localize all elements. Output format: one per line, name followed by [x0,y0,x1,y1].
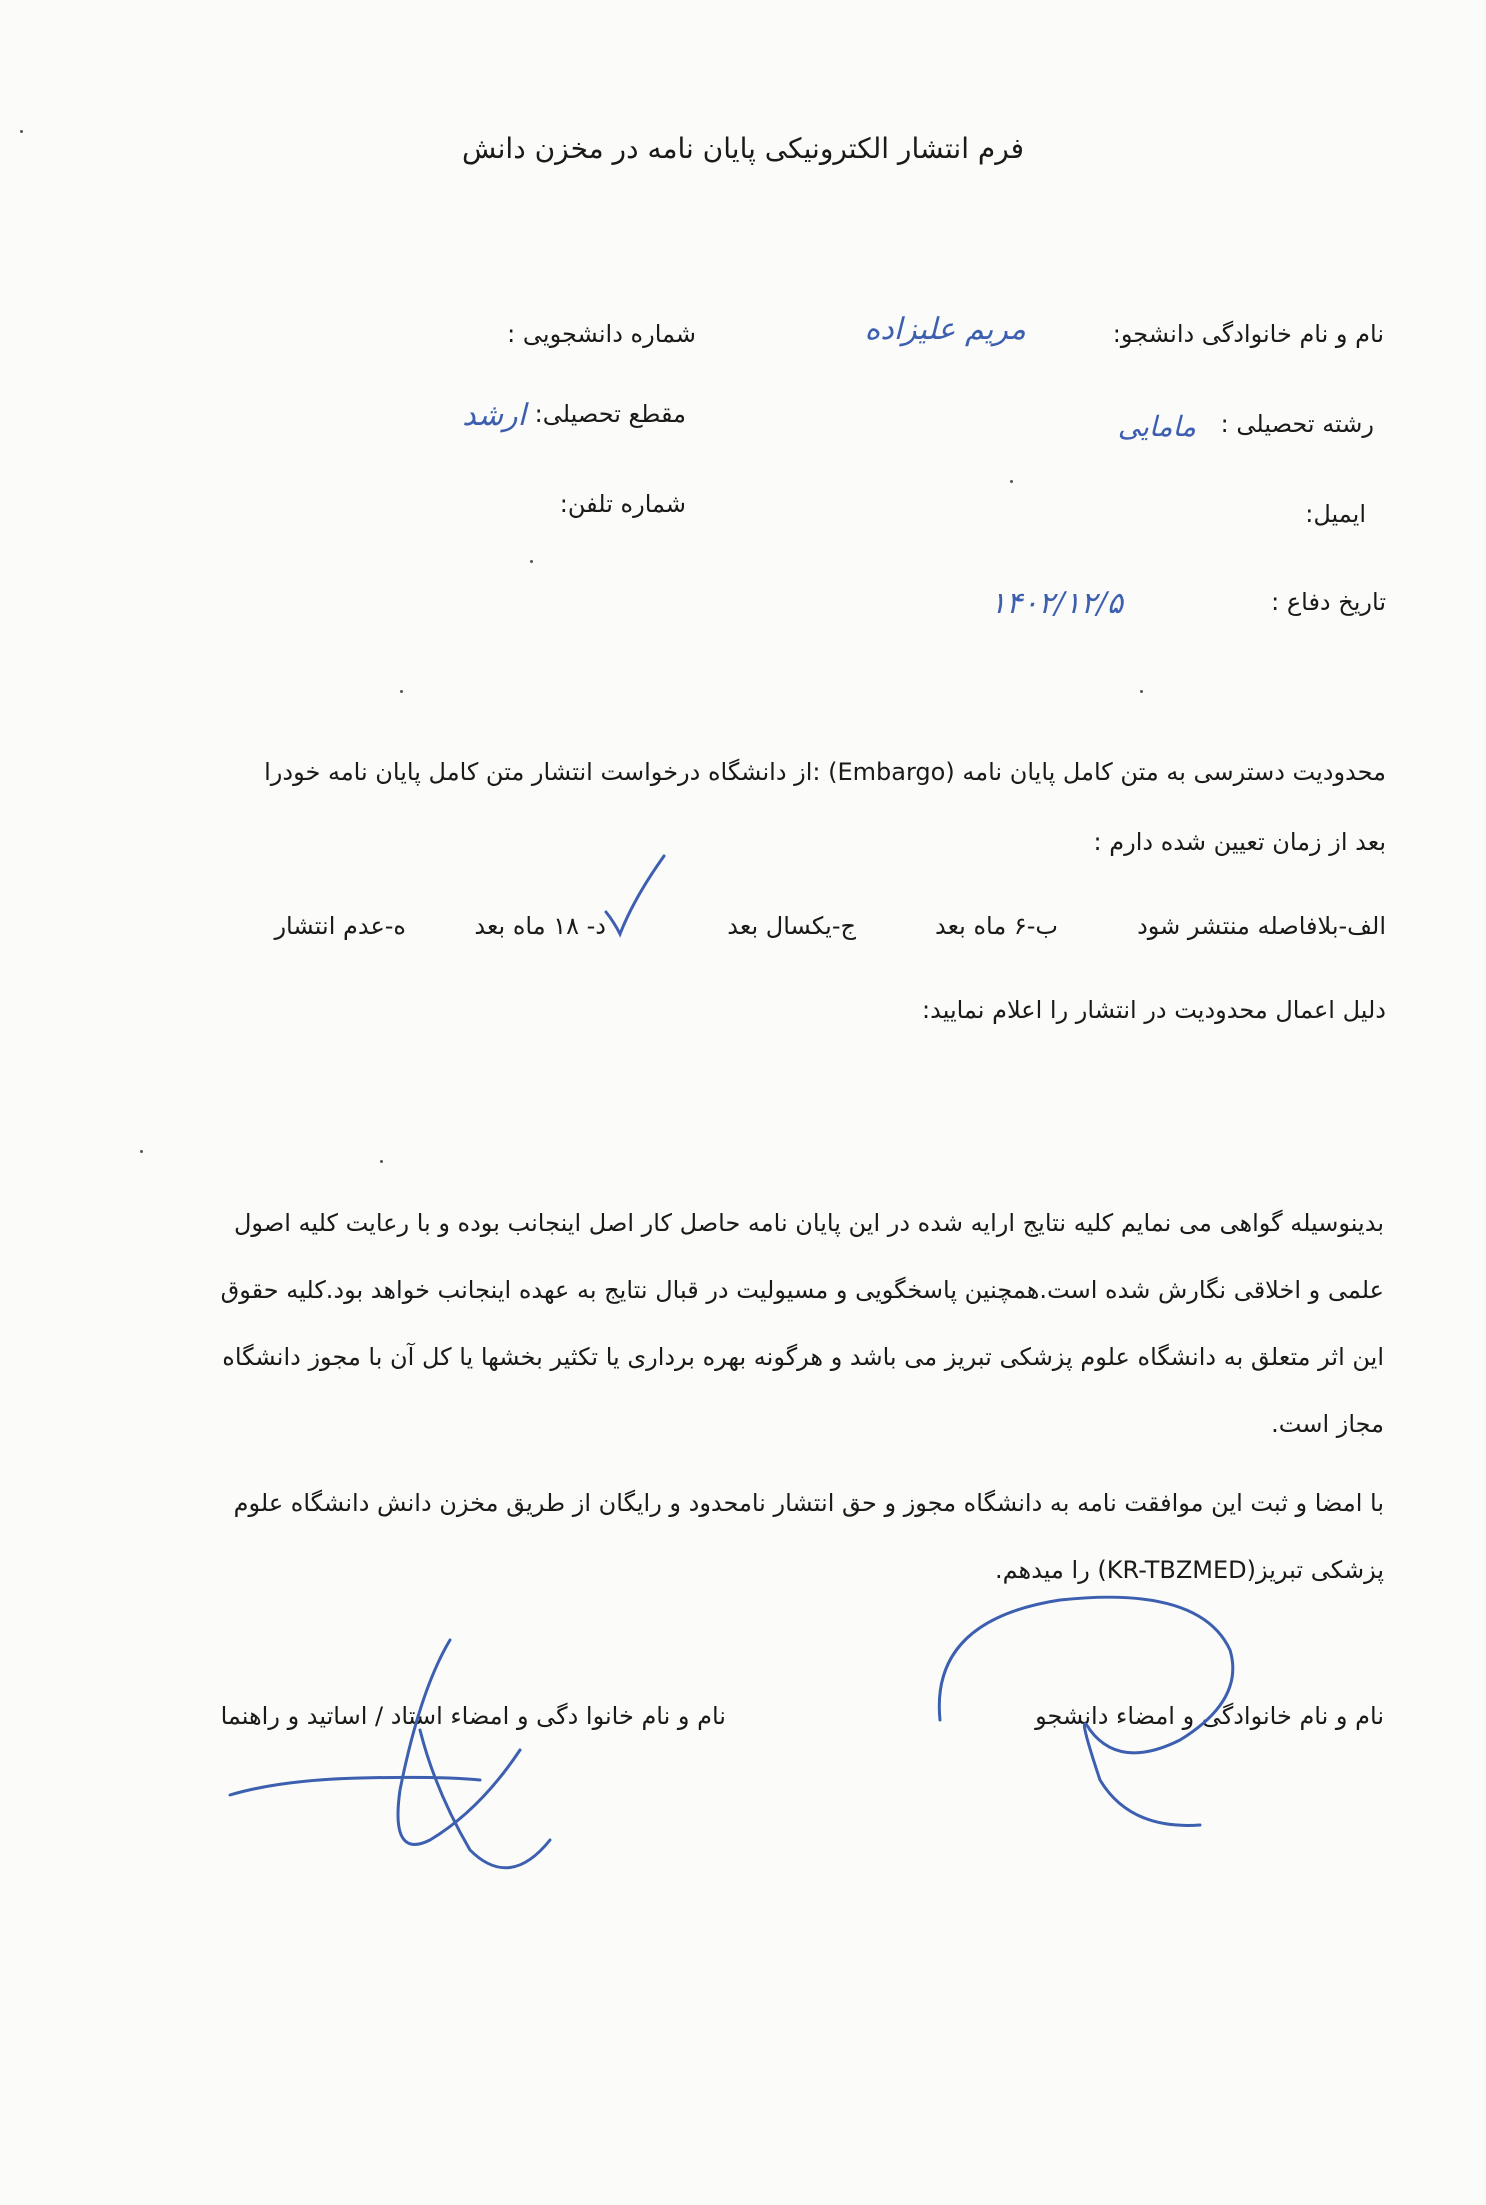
scan-speck [1140,690,1143,693]
supervisor-signature-scribble [220,1630,600,1900]
embargo-line-2: بعد از زمان تعیین شده دارم : [1093,828,1386,856]
declaration-line: علمی و اخلاقی نگارش شده است.همچنین پاسخگویی و مسیولیت در قبال نتایج به عهده اینجانب خواهد بود.کلیه حقوق [220,1276,1384,1304]
student-signature-label: نام و نام خانوادگی و امضاء دانشجو [1035,1702,1384,1730]
phone-label: شماره تلفن: [559,490,686,518]
scan-speck [1010,480,1013,483]
declaration-line: مجاز است. [1271,1410,1384,1438]
degree-label: مقطع تحصیلی: [534,400,686,428]
supervisor-signature-label: نام و نام خانوا دگی و امضاء استاد / اساتید و راهنما [220,1702,726,1730]
email-label: ایمیل: [1305,500,1366,528]
embargo-option-no-publish: ه-عدم انتشار [274,912,406,940]
embargo-option-1-year: ج-یکسال بعد [727,912,856,940]
scan-speck [530,560,533,563]
scan-speck [140,1150,143,1153]
major-label: رشته تحصیلی : [1220,410,1374,438]
student-name-handwritten: مریم علیزاده [864,312,1026,347]
embargo-option-immediate: الف-بلافاصله منتشر شود [1137,912,1386,940]
consent-line: با امضا و ثبت این موافقت نامه به دانشگاه مجوز و حق انتشار نامحدود و رایگان از طریق مخزن دانش دانشگاه علوم [233,1489,1384,1517]
consent-line: پزشکی تبریز(KR-TBZMED) را میدهم. [994,1556,1384,1584]
defense-date-label: تاریخ دفاع : [1271,588,1386,616]
degree-handwritten: ارشد [462,398,526,433]
defense-date-handwritten: ۱۴۰۲/۱۲/۵ [990,586,1124,621]
embargo-option-18-months: د- ۱۸ ماه بعد [474,912,606,940]
student-id-label: شماره دانشجویی : [507,320,696,348]
declaration-line: این اثر متعلق به دانشگاه علوم پزشکی تبریز می باشد و هرگونه بهره برداری یا تکثیر بخشها یا کل آن با مجوز دانشگاه [222,1343,1384,1371]
student-signature-scribble [900,1580,1260,1850]
embargo-option-6-months: ب-۶ ماه بعد [934,912,1058,940]
scan-speck [380,1160,383,1163]
major-handwritten: مامایی [1117,410,1196,443]
embargo-line-1: محدودیت دسترسی به متن کامل پایان نامه (Embargo) :از دانشگاه درخواست انتشار متن کامل پایان نامه خودرا [264,758,1386,786]
declaration-paragraph [112,1190,1384,1458]
declaration-line: بدینوسیله گواهی می نمایم کلیه نتایج ارایه شده در این پایان نامه حاصل کار اصل اینجانب بوده و با رعایت کلیه اصول [233,1209,1384,1237]
form-title: فرم انتشار الکترونیکی پایان نامه در مخزن دانش [461,132,1025,165]
scan-speck [20,130,23,133]
embargo-reason-label: دلیل اعمال محدودیت در انتشار را اعلام نمایید: [922,996,1386,1024]
student-name-label: نام و نام خانوادگی دانشجو: [1112,320,1384,348]
scan-speck [400,690,403,693]
checkmark-icon [600,850,670,940]
